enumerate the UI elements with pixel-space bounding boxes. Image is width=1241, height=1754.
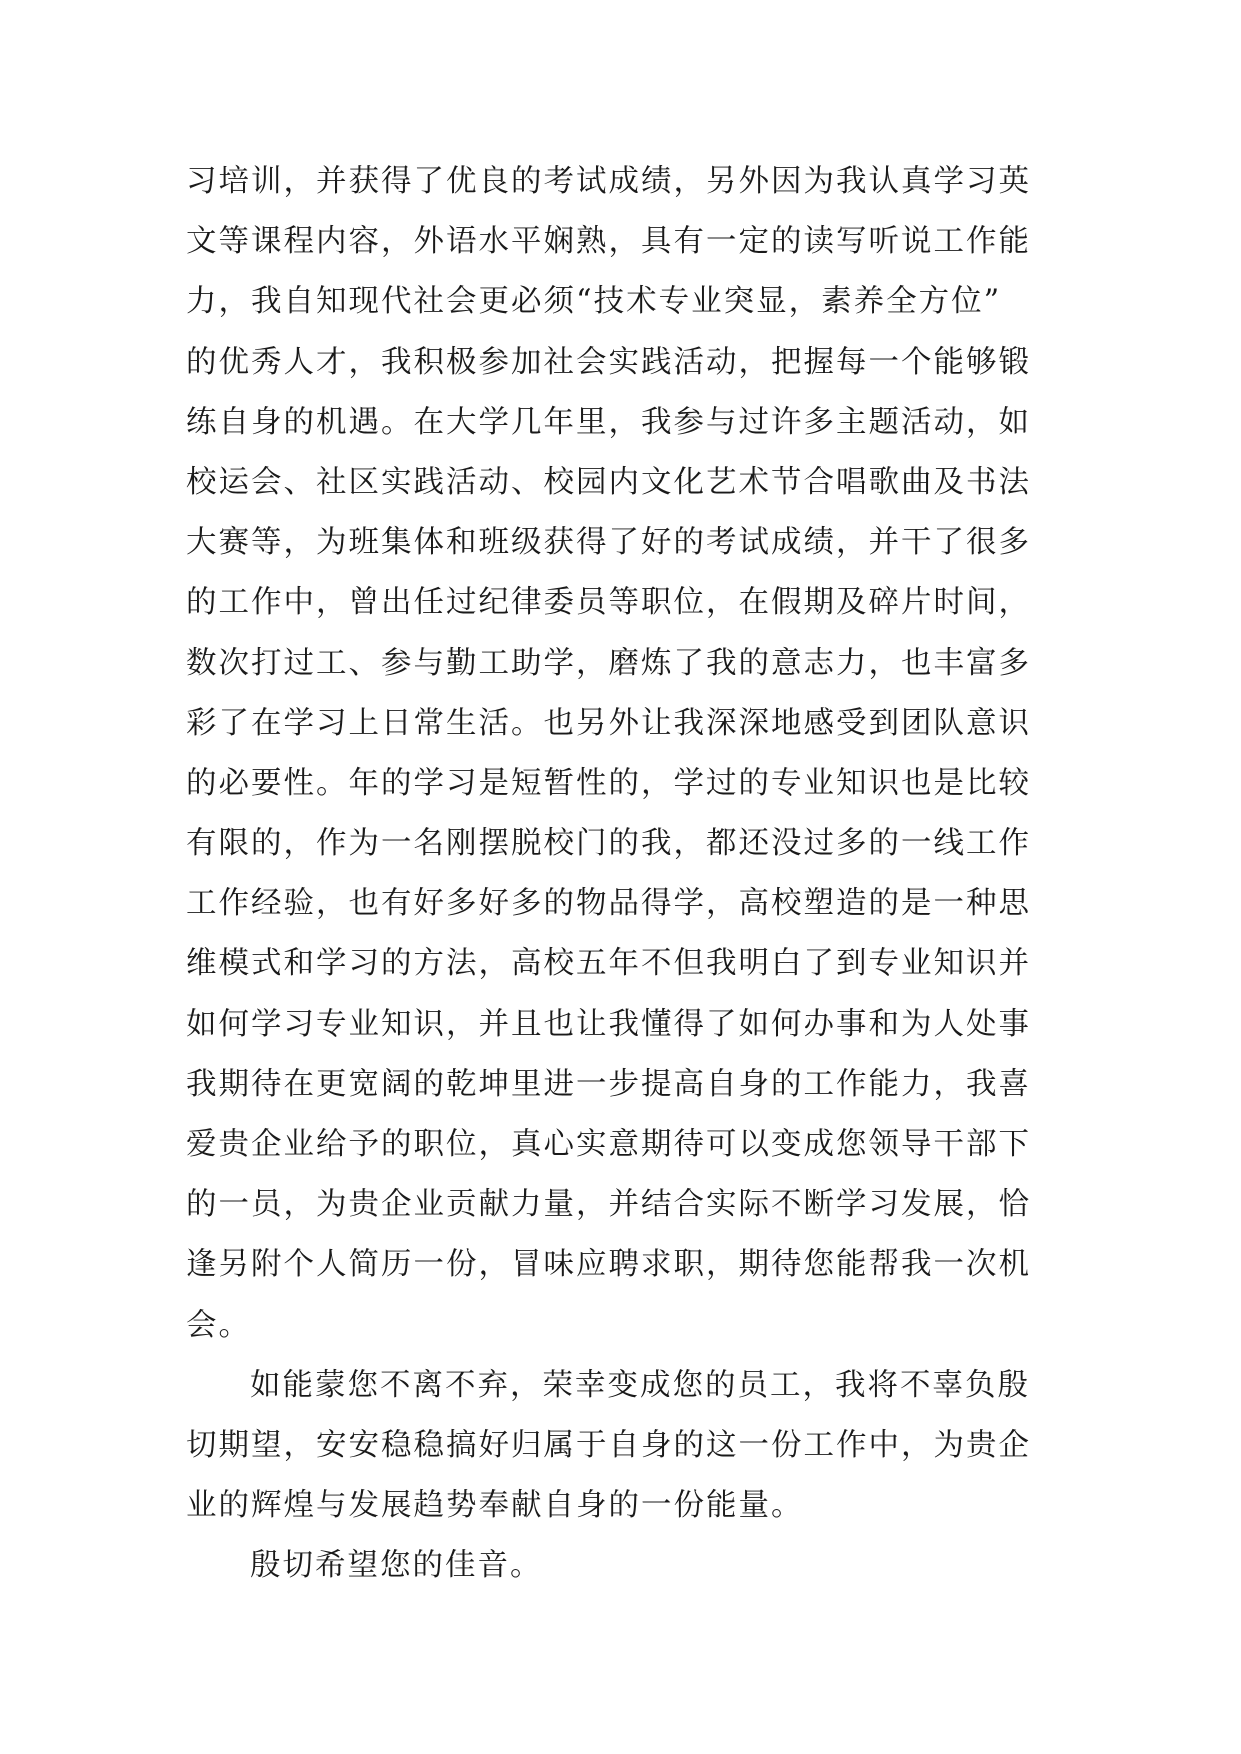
text-line: 工作经验，也有好多好多的物品得学，高校塑造的是一种思 bbox=[186, 886, 1031, 922]
text-line: 的优秀人才，我积极参加社会实践活动，把握每一个能够锻 bbox=[186, 344, 1031, 380]
text-line: 文等课程内容，外语水平娴熟，具有一定的读写听说工作能 bbox=[186, 224, 1031, 260]
text-line: 的必要性。年的学习是短暂性的，学过的专业知识也是比较 bbox=[186, 765, 1031, 801]
text-line: 数次打过工、参与勤工助学，磨炼了我的意志力，也丰富多 bbox=[186, 645, 1031, 681]
closing-line: 殷切希望您的佳音。 bbox=[250, 1548, 543, 1584]
text-line: 有限的，作为一名刚摆脱校门的我，都还没过多的一线工作 bbox=[186, 826, 1031, 862]
text-line: 切期望，安安稳稳搞好归属于自身的这一份工作中，为贵企 bbox=[186, 1427, 1031, 1463]
text-line: 如能蒙您不离不弃，荣幸变成您的员工，我将不辜负殷 bbox=[250, 1367, 1030, 1403]
text-line: 业的辉煌与发展趋势奉献自身的一份能量。 bbox=[186, 1488, 804, 1524]
text-line: 彩了在学习上日常生活。也另外让我深深地感受到团队意识 bbox=[186, 705, 1031, 741]
letter-body bbox=[186, 152, 1066, 1597]
text-line: 我期待在更宽阔的乾坤里进一步提高自身的工作能力，我喜 bbox=[186, 1066, 1031, 1102]
text-line: 爱贵企业给予的职位，真心实意期待可以变成您领导干部下 bbox=[186, 1127, 1031, 1162]
text-line: 练自身的机遇。在大学几年里，我参与过许多主题活动，如 bbox=[186, 404, 1031, 440]
text-line: 会。 bbox=[186, 1307, 251, 1343]
paragraph-2 bbox=[186, 1356, 1066, 1537]
text-line: 校运会、社区实践活动、校园内文化艺术节合唱歌曲及书法 bbox=[186, 464, 1031, 500]
text-line: 维模式和学习的方法，高校五年不但我明白了到专业知识并 bbox=[186, 946, 1031, 982]
text-line: 力，我自知现代社会更必须“技术专业突显，素养全方位” bbox=[186, 284, 1002, 320]
paragraph-1 bbox=[186, 152, 1066, 1356]
paragraph-3 bbox=[186, 1536, 1066, 1596]
text-line: 的一员，为贵企业贡献力量，并结合实际不断学习发展，恰 bbox=[186, 1187, 1031, 1223]
text-line: 的工作中，曾出任过纪律委员等职位，在假期及碎片时间， bbox=[186, 585, 1031, 621]
text-line: 习培训，并获得了优良的考试成绩，另外因为我认真学习英 bbox=[186, 164, 1031, 199]
text-line: 如何学习专业知识，并且也让我懂得了如何办事和为人处事 bbox=[186, 1006, 1031, 1042]
text-line: 逢另附个人简历一份，冒味应聘求职，期待您能帮我一次机 bbox=[186, 1247, 1031, 1283]
text-line: 大赛等，为班集体和班级获得了好的考试成绩，并干了很多 bbox=[186, 525, 1031, 561]
